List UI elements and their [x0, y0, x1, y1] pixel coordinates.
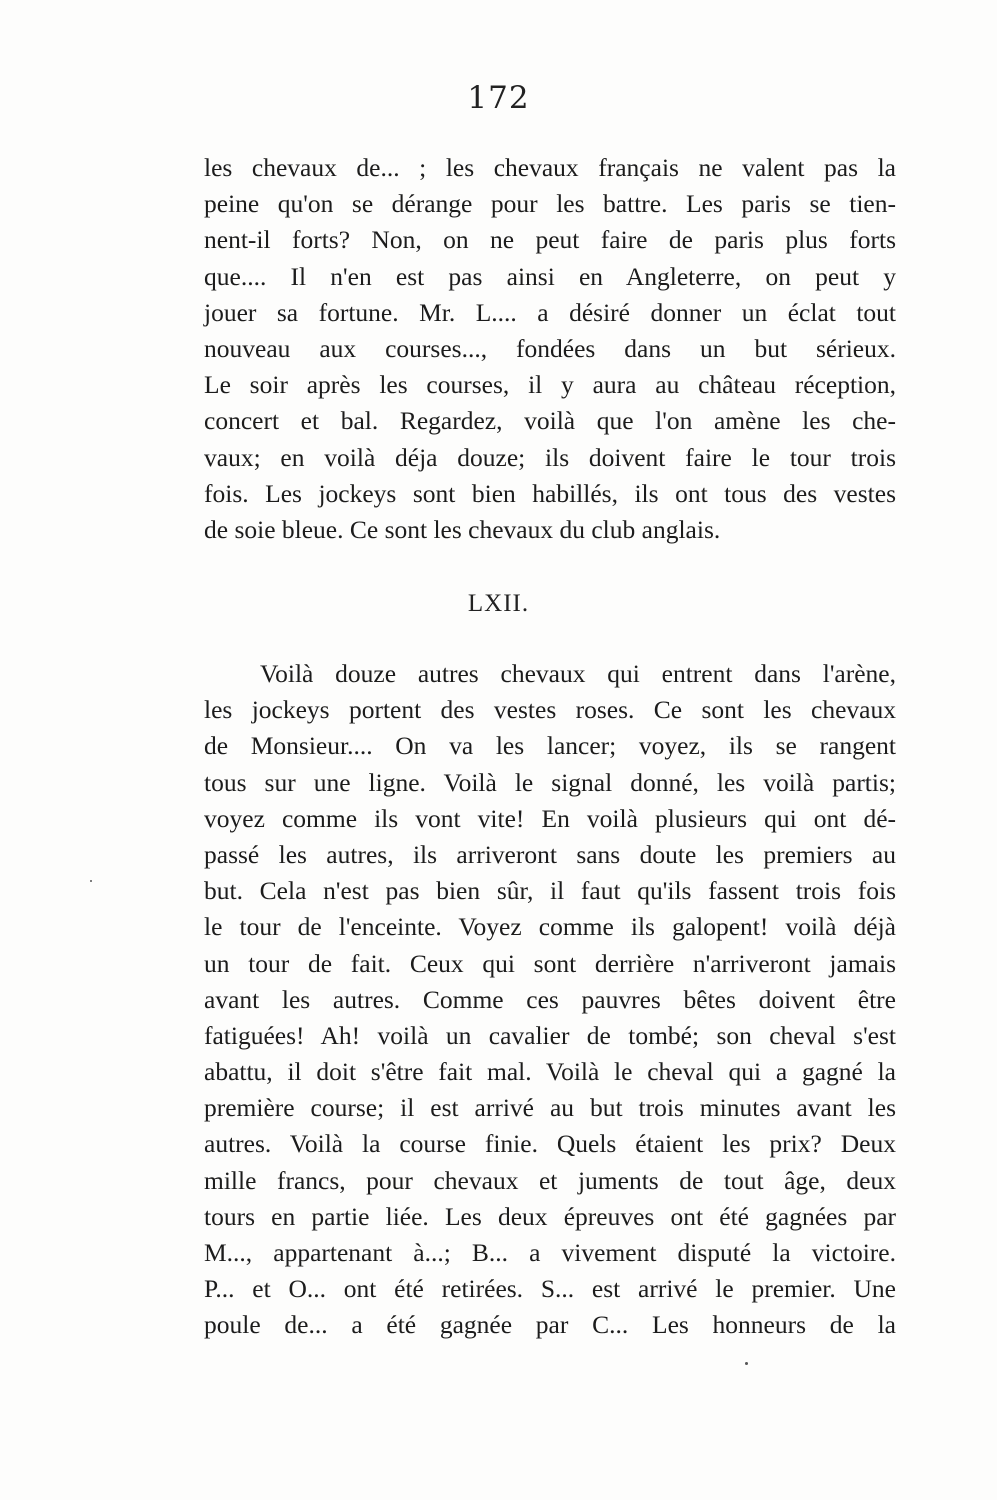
- text-line: fatiguées! Ah! voilà un cavalier de tombé; son cheval s'est: [204, 1020, 896, 1050]
- text-line: M..., appartenant à...; B... a vivement disputé la victoire.: [204, 1238, 896, 1267]
- text-line: de Monsieur.... On va les lancer; voyez, ils se rangent: [204, 731, 896, 761]
- text-line: poule de... a été gagnée par C... Les honneurs de la: [204, 1310, 896, 1340]
- text-line: peine qu'on se dérange pour les battre. Les paris se tien-: [204, 189, 896, 219]
- text-line: un tour de fait. Ceux qui sont derrière n'arriveront jamais: [204, 948, 896, 978]
- text-line: première course; il est arrivé au but trois minutes avant les: [204, 1093, 896, 1123]
- text-line: P... et O... ont été retirées. S... est arrivé le premier. Une: [204, 1274, 896, 1304]
- text-line: que.... Il n'en est pas ainsi en Angleterre, on peut y: [204, 261, 896, 291]
- text-line: but. Cela n'est pas bien sûr, il faut qu'ils fassent trois fois: [204, 876, 896, 906]
- text-line: nent-il forts? Non, on ne peut faire de paris plus forts: [204, 225, 896, 255]
- text-line: Voilà douze autres chevaux qui entrent dans l'arène,: [260, 659, 896, 688]
- text-line: autres. Voilà la course finie. Quels étaient les prix? Deux: [204, 1129, 896, 1159]
- text-line: nouveau aux courses..., fondées dans un but sérieux.: [204, 333, 896, 363]
- paper-speck: [745, 1362, 748, 1365]
- text-line: tous sur une ligne. Voilà le signal donné, les voilà partis;: [204, 767, 896, 797]
- text-line: Le soir après les courses, il y aura au château réception,: [204, 370, 896, 400]
- text-line: avant les autres. Comme ces pauvres bêtes doivent être: [204, 984, 896, 1014]
- text-line: le tour de l'enceinte. Voyez comme ils galopent! voilà déjà: [204, 912, 896, 942]
- text-line: tours en partie liée. Les deux épreuves ont été gagnées par: [204, 1201, 896, 1231]
- text-line: passé les autres, ils arriveront sans doute les premiers au: [204, 839, 896, 869]
- text-line: fois. Les jockeys sont bien habillés, ils ont tous des vestes: [204, 478, 896, 508]
- text-line: voyez comme ils vont vite! En voilà plusieurs qui ont dé-: [204, 803, 896, 833]
- text-line: mille francs, pour chevaux et juments de tout âge, deux: [204, 1165, 896, 1195]
- text-line: jouer sa fortune. Mr. L.... a désiré donner un éclat tout: [204, 297, 896, 327]
- text-line: abattu, il doit s'être fait mal. Voilà le cheval qui a gagné la: [204, 1057, 896, 1087]
- paper-speck: [90, 880, 92, 882]
- text-line: les jockeys portent des vestes roses. Ce sont les chevaux: [204, 695, 896, 725]
- section-heading: LXII.: [467, 590, 530, 617]
- text-line: vaux; en voilà déja douze; ils doivent faire le tour trois: [204, 442, 896, 472]
- text-line: de soie bleue. Ce sont les chevaux du club anglais.: [204, 514, 721, 544]
- text-line: concert et bal. Regardez, voilà que l'on amène les che-: [204, 406, 896, 436]
- paragraph-1: [204, 150, 896, 548]
- text-line: les chevaux de... ; les chevaux français ne valent pas la: [204, 153, 896, 182]
- paragraph-2: [204, 656, 896, 1344]
- page-number: 172: [467, 80, 530, 116]
